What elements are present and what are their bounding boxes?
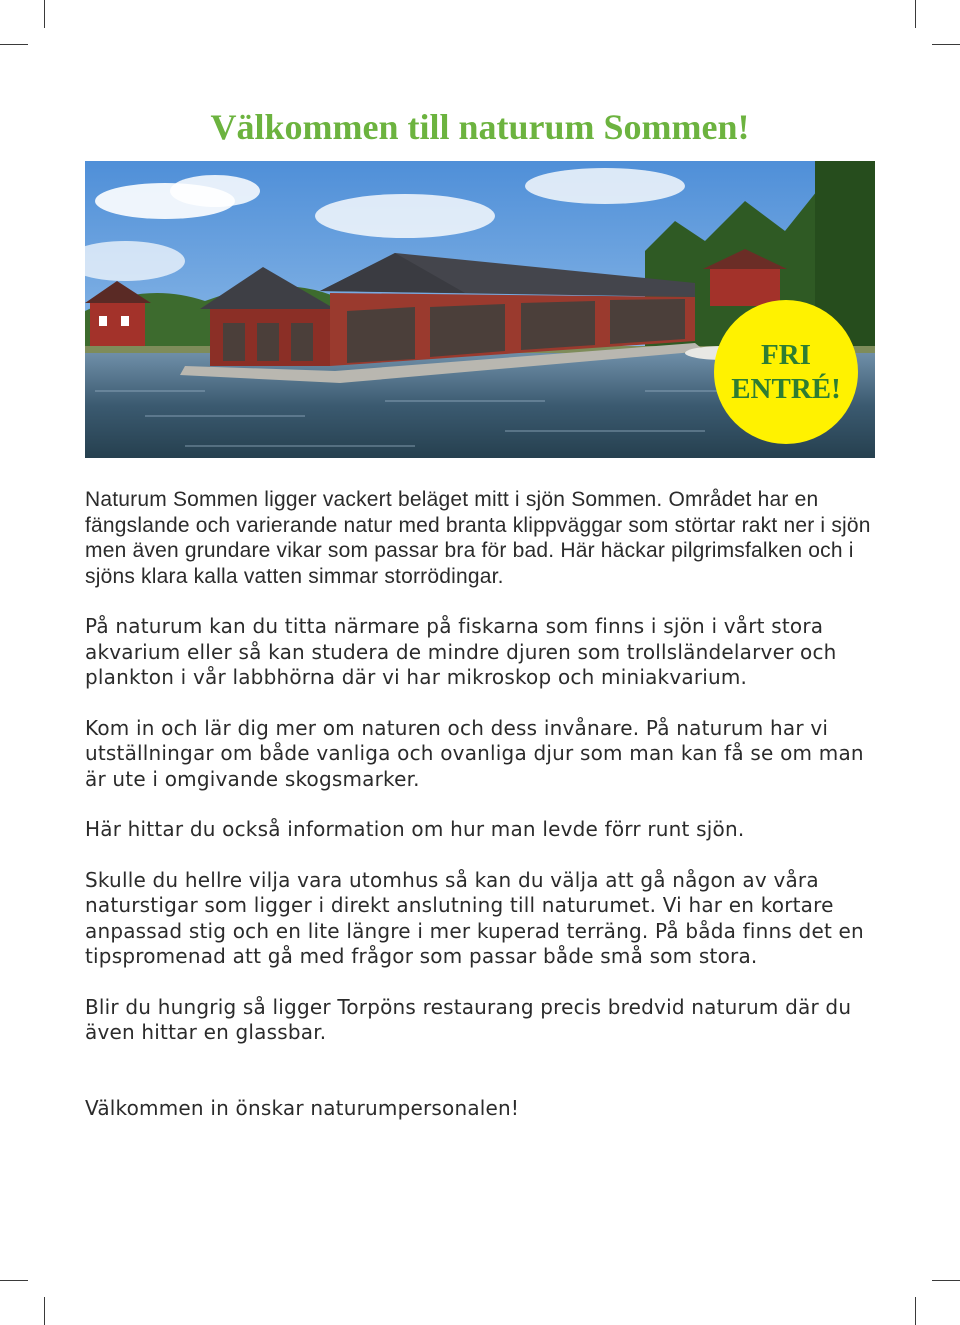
paragraph-aquarium: På naturum kan du titta närmare på fiskarna som finns i sjön i vårt stora akvarium eller så kan studera de mindre djuren som trollsländelarver och plankton i vår labbhörna där vi har mikroskop och miniakvarium. [85, 614, 837, 689]
badge-line-2: ENTRÉ! [731, 373, 841, 405]
paragraph-intro: Naturum Sommen ligger vackert beläget mitt i sjön Sommen. Området har en fängslande och varierande natur med branta klippväggar som störtar rakt ner i sjön men även grundare vikar som passar bra för bad. Här häckar pilgrimsfalken och i sjöns klara kalla vatten simmar storrödingar. [85, 488, 871, 588]
page-title: Välkommen till naturum Sommen! [210, 107, 750, 147]
crop-mark [44, 0, 45, 28]
free-entry-badge [714, 300, 858, 444]
paragraph-restaurant: Blir du hungrig så ligger Torpöns restaurang precis bredvid naturum där du även hittar en glassbar. [85, 994, 852, 1044]
crop-mark [44, 1297, 45, 1325]
paragraph-history: Här hittar du också information om hur man levde förr runt sjön. [85, 817, 745, 841]
crop-mark [0, 44, 28, 45]
badge-line-1: FRI [761, 339, 811, 371]
paragraph-closing: Välkommen in önskar naturumpersonalen! [85, 1095, 520, 1120]
paragraph-trails: Skulle du hellre vilja vara utomhus så kan du välja att gå någon av våra naturstigar som ligger i direkt anslutning till naturumet. Vi har en kortare anpassad stig och en lite längre i mer kuperad terräng. På båda finns det en tipspromenad att gå med frågor som passar både små som stora. [85, 867, 864, 968]
paragraph-exhibitions: Kom in och lär dig mer om naturen och dess invånare. På naturum har vi utställningar om både vanliga och ovanliga djur som man kan få se om man är ute i omgivande skogsmarker. [85, 715, 864, 791]
crop-mark [0, 1280, 28, 1281]
crop-mark [932, 44, 960, 45]
crop-mark [932, 1280, 960, 1281]
crop-mark [915, 1297, 916, 1325]
body-text [85, 487, 875, 1121]
crop-mark [915, 0, 916, 28]
